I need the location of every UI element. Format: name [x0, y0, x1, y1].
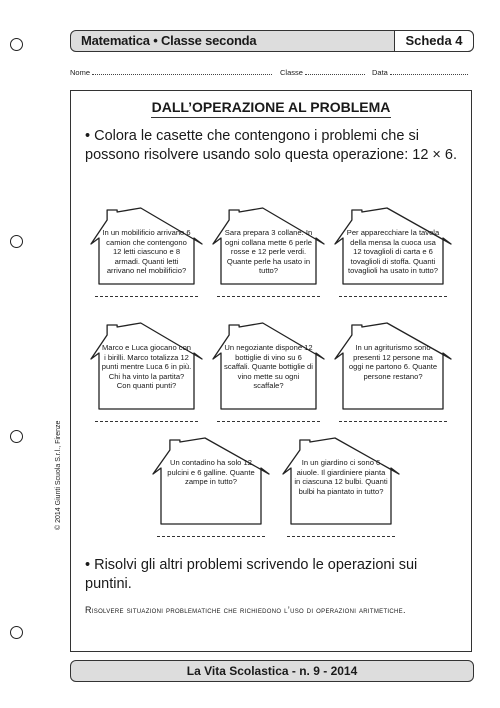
- problem-text: Un negoziante dispone 12 bottiglie di vino su 6 scaffali. Quante bottiglie di vino mette su ogni scaffale?: [224, 343, 313, 391]
- answer-dotted-line[interactable]: [339, 296, 447, 297]
- problem-text: In un agriturismo sono presenti 12 persone ma oggi ne partono 6. Quante persone restano?: [348, 343, 438, 381]
- class-label: Classe: [280, 68, 303, 77]
- problem-text: In un mobilificio arrivano 6 camion che contengono 12 letti ciascuno e 8 armadi. Quanti letti arrivano nel mobilificio?: [102, 228, 191, 276]
- name-field[interactable]: [70, 66, 272, 77]
- date-dotted-line: [390, 66, 468, 75]
- problem-text: Marco e Luca giocano con i birilli. Marco totalizza 12 punti mentre Luca 6 in più. Chi ha vinto la partita? Con quanti punti?: [101, 343, 192, 391]
- answer-dotted-line[interactable]: [95, 296, 198, 297]
- answer-dotted-line[interactable]: [157, 536, 265, 537]
- answer-dotted-line[interactable]: [339, 421, 447, 422]
- problem-house[interactable]: [281, 436, 401, 546]
- footer-bar: [70, 660, 474, 682]
- problem-house[interactable]: [151, 436, 271, 546]
- magazine-label: La Vita Scolastica - n. 9 - 2014: [186, 664, 358, 678]
- instruction-text: • Colora le casette che contengono i problemi che si possono risolvere usando solo questa operazione: 12 × 6.: [85, 128, 458, 163]
- header-bar: [70, 30, 474, 52]
- problem-house[interactable]: [89, 321, 204, 431]
- problem-text: Un contadino ha solo 12 pulcini e 6 galline. Quante zampe in tutto?: [167, 458, 255, 487]
- name-label: Nome: [70, 68, 91, 77]
- problem-house[interactable]: [89, 206, 204, 306]
- class-field[interactable]: [280, 66, 365, 77]
- answer-dotted-line[interactable]: [217, 296, 320, 297]
- title-underline: [151, 117, 391, 118]
- date-label: Data: [372, 68, 388, 77]
- problem-house[interactable]: [211, 321, 326, 431]
- answer-dotted-line[interactable]: [217, 421, 320, 422]
- binder-hole: [10, 626, 23, 639]
- answer-dotted-line[interactable]: [287, 536, 395, 537]
- answer-dotted-line[interactable]: [95, 421, 198, 422]
- copyright-text: © 2014 Giunti Scuola S.r.l., Firenze: [55, 420, 62, 530]
- binder-hole: [10, 38, 23, 51]
- problem-text: Sara prepara 3 collane. In ogni collana mette 6 perle rosse e 12 perle verdi. Quante perle ha usato in tutto?: [224, 228, 313, 276]
- student-fields: [70, 66, 472, 80]
- exercise-title: DALL’OPERAZIONE AL PROBLEMA: [151, 99, 391, 115]
- class-dotted-line: [305, 66, 365, 75]
- problem-house[interactable]: [333, 321, 453, 431]
- closing-instruction: • Risolvi gli altri problemi scrivendo le operazioni sui puntini.: [85, 557, 418, 592]
- subject-label: Matematica • Classe seconda: [81, 33, 257, 48]
- sheet-box: [394, 30, 474, 52]
- binder-hole: [10, 235, 23, 248]
- sheet-label: Scheda 4: [405, 33, 463, 48]
- name-dotted-line: [92, 66, 272, 75]
- problem-text: In un giardino ci sono 6 aiuole. Il giardiniere pianta in ciascuna 12 bulbi. Quanti bulbi ha piantato in tutto?: [294, 458, 388, 496]
- problem-house[interactable]: [333, 206, 453, 306]
- problem-house[interactable]: [211, 206, 326, 306]
- exercise-frame: [70, 90, 472, 652]
- date-field[interactable]: [372, 66, 468, 77]
- learning-objective-note: Risolvere situazioni problematiche che richiedono l’uso di operazioni aritmetiche.: [85, 605, 406, 615]
- house-outline: [151, 436, 271, 546]
- problem-text: Per apparecchiare la tavola della mensa la cuoca usa 12 tovaglioli di carta e 6 tovaglioli di stoffa. Quanti tovaglioli ha usato in tutto?: [346, 228, 440, 276]
- binder-hole: [10, 430, 23, 443]
